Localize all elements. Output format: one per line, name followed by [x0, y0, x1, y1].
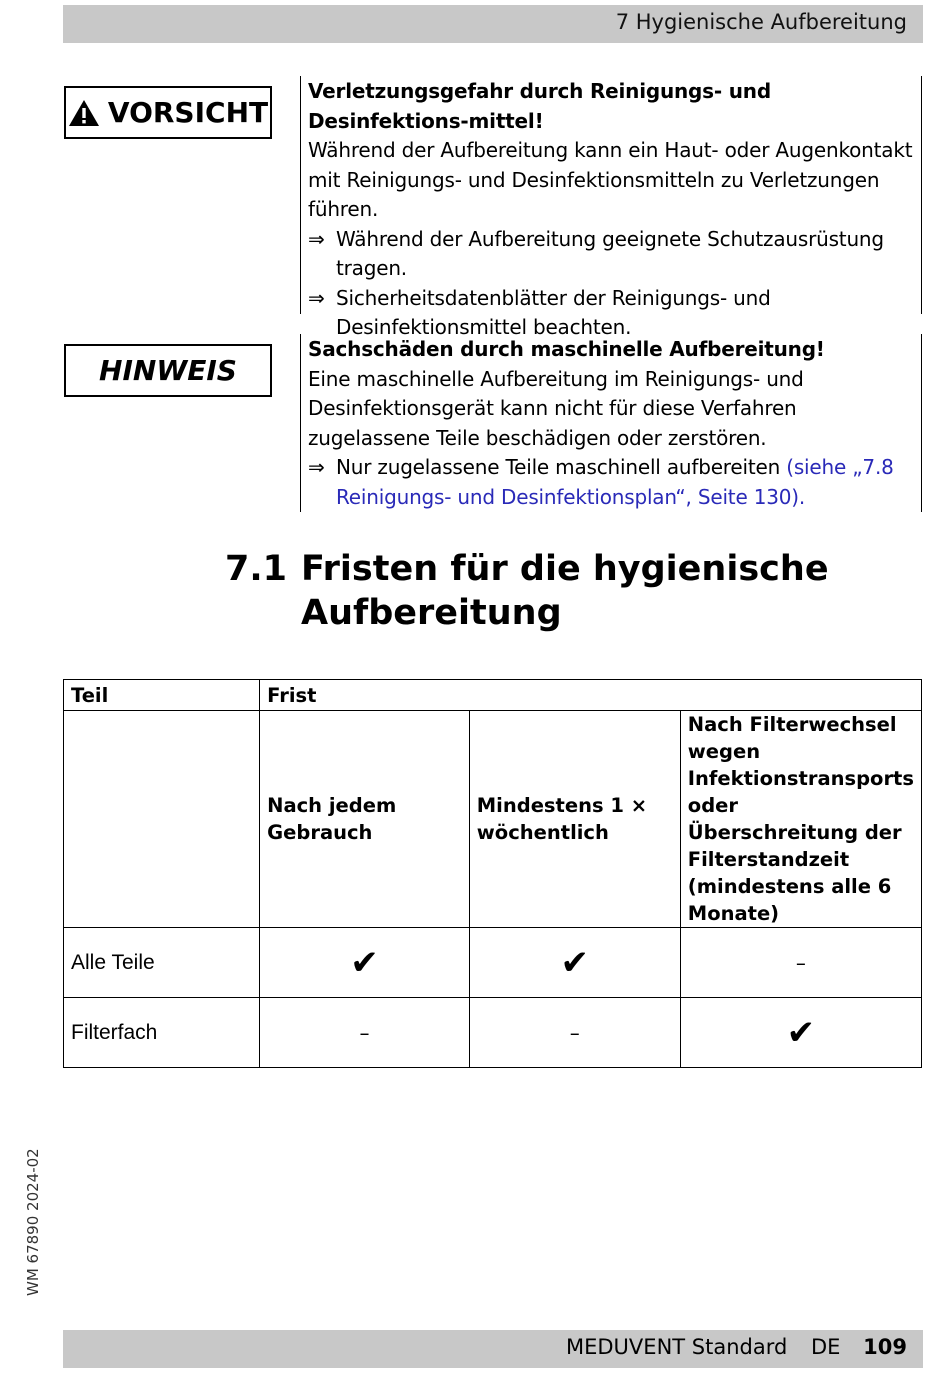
header-bar [63, 5, 923, 43]
caution-title: Verletzungsgefahr durch Reinigungs- und Desinfektions-mittel! [308, 79, 771, 133]
caution-message [300, 76, 922, 339]
arrow-icon: ⇒ [308, 226, 325, 251]
caution-text: Während der Aufbereitung kann ein Haut- oder Augenkontakt mit Reinigungs- und Desinfektionsmitteln zu Verletzungen führen. [308, 138, 913, 221]
check-icon: ✔ [560, 942, 590, 983]
empty-cell [64, 711, 260, 928]
row-part: Filterfach [64, 998, 260, 1068]
warning-triangle-icon [68, 99, 100, 127]
check-icon: ✔ [350, 942, 379, 983]
notice-bullet: ⇒ Nur zugelassene Teile maschinell aufbereiten (siehe „7.8 Reinigungs- und Desinfektionsplan“, Seite 130). [308, 455, 894, 509]
footer-bar [63, 1330, 923, 1368]
footer-language: DE [811, 1335, 841, 1359]
table-header-row [64, 680, 922, 711]
caution-bullet: ⇒ Sicherheitsdatenblätter der Reinigungs- und Desinfektionsmittel beachten. [308, 285, 771, 339]
arrow-icon: ⇒ [308, 455, 325, 479]
section-number: 7.1 [225, 549, 288, 589]
notice-title: Sachschäden durch maschinelle Aufbereitung! [308, 337, 825, 361]
subheader-after-each-use: Nach jedem Gebrauch [260, 711, 470, 928]
footer-product: MEDUVENT Standard [566, 1335, 788, 1359]
check-icon: ✔ [786, 1012, 816, 1053]
chapter-title: 7 Hygienische Aufbereitung [615, 10, 907, 34]
document-code: WM 67890 2024-02 [24, 1148, 42, 1296]
row-part: Alle Teile [64, 928, 260, 998]
table-row [64, 928, 922, 998]
caution-signal-box [64, 86, 272, 139]
caution-bullet: ⇒ Während der Aufbereitung geeignete Schutzausrüstung tragen. [308, 226, 884, 280]
cross-reference-link[interactable]: (siehe „7.8 Reinigungs- und Desinfektionsplan“, Seite 130). [336, 455, 894, 509]
subheader-filter-change: Nach Filterwechsel wegen Infektionstransports oder Überschreitung der Filterstandzeit (mindestens alle 6 Monate) [680, 711, 921, 928]
deadlines-table [63, 679, 922, 1068]
notice-message [300, 334, 922, 512]
table-subheader-row [64, 711, 922, 928]
subheader-weekly: Mindestens 1 × wöchentlich [469, 711, 680, 928]
section-title: Fristen für die hygienische Aufbereitung [301, 549, 829, 633]
col-header-deadline: Frist [260, 680, 922, 711]
caution-signal-word: VORSICHT [107, 96, 269, 129]
table-row [64, 998, 922, 1068]
dash-value: – [359, 1020, 370, 1045]
notice-signal-box [64, 344, 272, 397]
notice-signal-word: HINWEIS [99, 354, 237, 387]
arrow-icon: ⇒ [308, 285, 325, 310]
col-header-part: Teil [64, 680, 260, 711]
page-number: 109 [863, 1335, 907, 1359]
dash-value: – [569, 1020, 580, 1045]
dash-value: – [795, 950, 806, 975]
notice-text: Eine maschinelle Aufbereitung im Reinigungs- und Desinfektionsgerät kann nicht für diese Verfahren zugelassene Teile beschädigen oder zerstören. [308, 366, 804, 450]
